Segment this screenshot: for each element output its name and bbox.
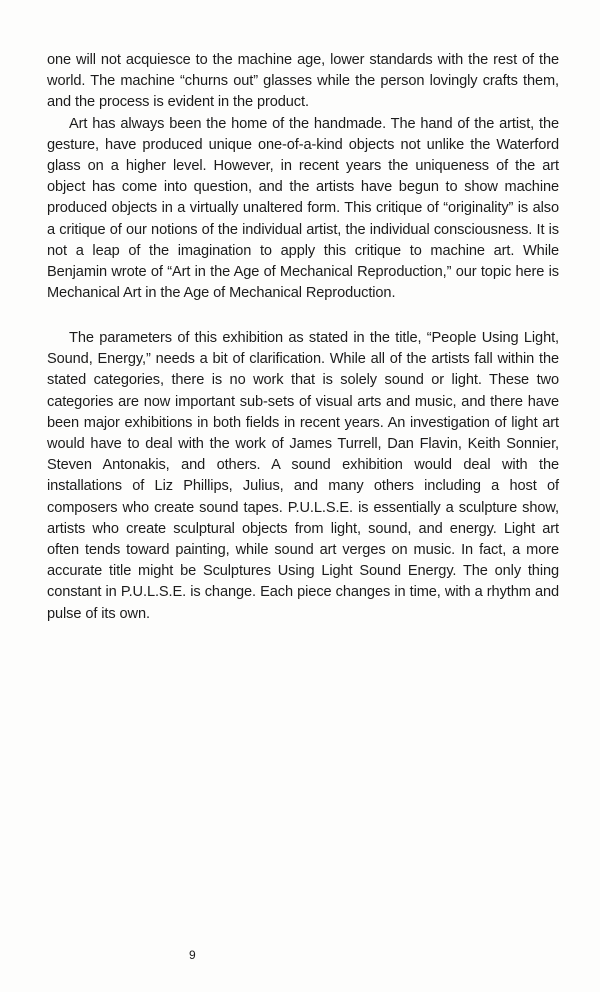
page-number: 9 bbox=[189, 948, 196, 962]
text-section-machine-age bbox=[47, 50, 559, 304]
paragraph-handmade: Art has always been the home of the handmade. The hand of the artist, the gesture, have produced unique one-of-a-kind objects not unlike the Waterford glass on a higher level. However, in recent years the uniqueness of the art object has come into question, and the artists have begun to show machine produced objects in a virtually unaltered form. This critique of “originality” is also a critique of our notions of the individual artist, the individual consciousness. It is not a leap of the imagination to apply this critique to machine art. While Benjamin wrote of “Art in the Age of Mechanical Reproduction,” our topic here is Mechanical Art in the Age of Mechanical Reproduction. bbox=[47, 115, 559, 302]
paragraph-parameters: The parameters of this exhibition as stated in the title, “People Using Light, Sound, Energy,” needs a bit of clarification. While all of the artists fall within the stated categories, there is no work that is solely sound or light. These two categories are now important sub-sets of visual arts and music, and there have been major exhibitions in both fields in recent years. An investigation of light art would have to deal with the work of James Turrell, Dan Flavin, Keith Sonnier, Steven Antonakis, and others. A sound exhibition would deal with the installations of Liz Phillips, Julius, and many others including a host of composers who create sound tapes. P.U.L.S.E. is essentially a sculpture show, artists who create sculptural objects from light, sound, and energy. Light art often tends toward painting, while sound art verges on music. In fact, a more accurate title might be Sculptures Using Light Sound Energy. The only thing constant in P.U.L.S.E. is change. Each piece changes in time, with a rhythm and pulse of its own. bbox=[47, 330, 559, 622]
paragraph-continuation: one will not acquiesce to the machine age, lower standards with the rest of the world. The machine “churns out” glasses while the person lovingly crafts them, and the process is evident in the product. bbox=[47, 52, 559, 111]
text-section-exhibition-parameters bbox=[47, 328, 559, 625]
